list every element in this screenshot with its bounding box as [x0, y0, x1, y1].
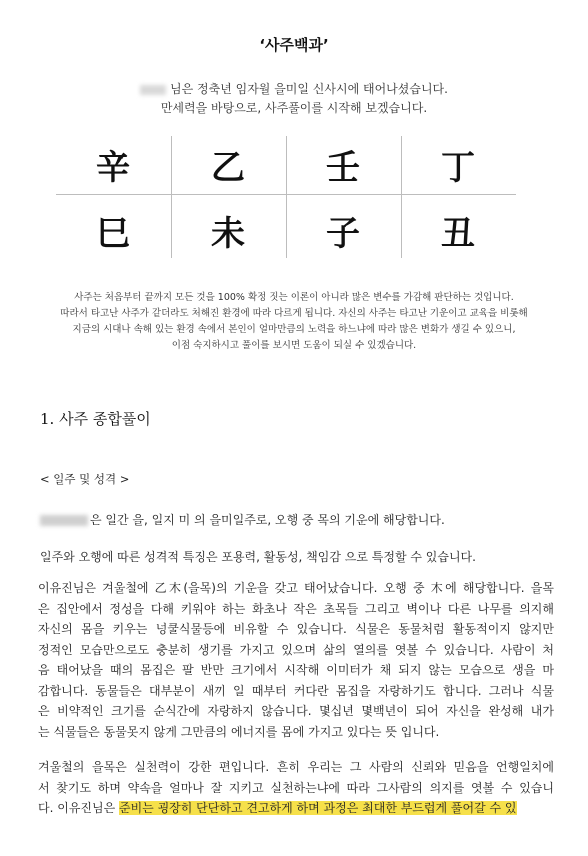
paragraph-line: 는 식물들은 동물못지 않게 그만큼의 에너지를 몸에 가지고 있다는 뜻 입니다. [38, 724, 440, 739]
paragraph-line: 자신의 몸을 키우는 넝쿨식물등에 비유할 수 있습니다. 식물은 동물처럼 활동적이지 않지만 [38, 622, 554, 636]
heavenly-stem-year: 丁 [441, 148, 475, 188]
paragraph-line: 이유진님은 겨울철에 乙木(을목)의 기운을 갖고 태어났습니다. 오행 중 木에 해당합니다. 을목 [38, 581, 554, 595]
day-pillar-text: 은 일간 을, 일지 미 의 을미일주로, 오행 중 목의 기운에 해당합니다. [90, 513, 445, 527]
analysis-paragraph-2 [38, 757, 554, 819]
paragraph-line [38, 798, 554, 819]
intro-line-2: 만세력을 바탕으로, 사주풀이를 시작해 보겠습니다. [160, 101, 428, 115]
paragraph-line: 서 찾기도 하며 약속을 얼마나 잘 지키고 실천하는냐에 따라 그사람의 의지를 엿볼 수 있습니 [38, 780, 554, 795]
paragraph-line: 겨울철의 을목은 실천력이 강한 편입니다. 흔히 우리는 그 사람의 신뢰와 믿음을 언행일치에 [38, 760, 554, 774]
paragraph-line: 음 태어났을 때의 몸집은 팔 반만 크기에서 시작해 이미터가 채 되지 않는 모습으로 생을 마 [38, 663, 554, 677]
saju-pillars-grid [56, 130, 516, 262]
grid-divider-vertical [401, 136, 402, 258]
paragraph-line: 정적인 모습만으로도 충분히 생기를 가지고 있으며 삶의 열의를 엿볼 수 있습니다. 사람이 처 [38, 642, 554, 657]
heavenly-stem-day: 乙 [211, 148, 245, 188]
paragraph-line: 은 비약적인 크기를 순식간에 자랑하지 않습니다. 몇십년 몇백년이 되어 자신을 완성해 내가 [38, 704, 554, 718]
subsection-heading: < 일주 및 성격 > [40, 472, 130, 486]
paragraph-line: 감합니다. 동물들은 대부분이 새끼 일 때부터 커다란 몸집을 자랑하기도 합니다. 그러나 식물 [38, 683, 554, 698]
personality-summary: 일주와 오행에 따른 성격적 특징은 포용력, 활동성, 책임감 으로 특정할 수 있습니다. [40, 550, 476, 564]
earthly-branch-day: 未 [211, 214, 245, 254]
disclaimer-note [0, 290, 588, 354]
section-heading: 1. 사주 종합풀이 [40, 410, 151, 428]
note-line: 지금의 시대나 속해 있는 환경 속에서 본인이 얼마만큼의 노력을 하느냐에 따라 많은 변화가 생길 수 있으니, [72, 324, 516, 335]
intro-text-1: 님은 정축년 임자월 을미일 신사시에 태어나셨습니다. [170, 82, 448, 96]
document-title: ‘사주백과’ [259, 36, 329, 54]
redacted-name [140, 85, 166, 95]
note-line: 따라서 타고난 사주가 같더라도 처해진 환경에 따라 다르게 됩니다. 자신의 사주는 타고난 기운이고 교육을 비롯해 [60, 308, 528, 319]
analysis-paragraph-1 [38, 578, 554, 742]
note-line: 사주는 처음부터 끝까지 모든 것을 100% 확정 짓는 이론이 아니라 많은 변수를 가감해 판단하는 것입니다. [74, 292, 514, 303]
earthly-branch-month: 子 [326, 214, 360, 254]
paragraph-text: 다. 이유진님은 [38, 801, 119, 815]
heavenly-stem-hour: 辛 [96, 148, 130, 188]
earthly-branch-year: 丑 [441, 214, 475, 254]
intro-line-1 [0, 80, 588, 97]
earthly-branch-hour: 巳 [96, 214, 130, 254]
redacted-name [40, 515, 88, 526]
heavenly-stem-month: 壬 [326, 148, 360, 188]
grid-divider-vertical [171, 136, 172, 258]
paragraph-line: 은 집안에서 정성을 다해 키워야 하는 화초나 작은 초목들 그리고 벽이나 다른 나무를 의지해 [38, 601, 554, 616]
day-pillar-summary [40, 511, 445, 528]
grid-divider-vertical [286, 136, 287, 258]
note-line: 이점 숙지하시고 풀이를 보시면 도움이 되실 수 있겠습니다. [171, 340, 417, 351]
highlighted-text: 준비는 굉장히 단단하고 견고하게 하며 과정은 최대한 부드럽게 풀어갈 수 있 [119, 801, 517, 815]
